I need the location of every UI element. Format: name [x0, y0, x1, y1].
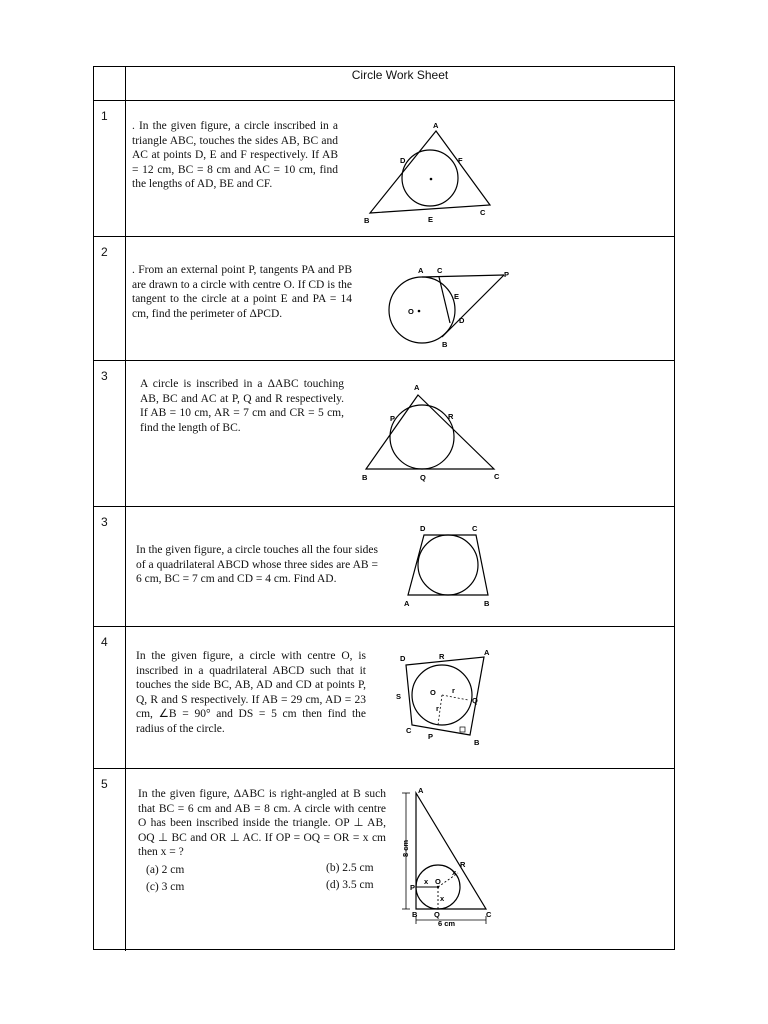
question-row: [94, 627, 674, 769]
question-number: 2: [101, 245, 108, 259]
number-cell: [94, 627, 126, 768]
label-p: P: [410, 883, 416, 892]
right-triangle-incircle-figure: [396, 785, 511, 929]
label-p: P: [504, 270, 510, 279]
label-r: R: [460, 860, 466, 869]
label-c: C: [472, 524, 478, 533]
worksheet-table: [93, 66, 675, 950]
label-f: F: [458, 156, 463, 165]
label-r1: r: [452, 686, 455, 695]
question-text: In the given figure, a circle touches all the four sides of a quadrilateral ABCD whose three sides are AB = 6 cm, BC = 7 cm and CD = 4 cm. Find AD.: [136, 544, 378, 586]
incircle-triangle-figure: [362, 379, 512, 485]
question-text: . In the given figure, a circle inscribed in a triangle ABC, touches the sides AB, BC and AC at points D, E and F respectively. If AB = 12 cm, BC = 8 cm and AC = 10 cm, find the lengths of AD, BE and CF.: [132, 120, 338, 191]
number-cell: [94, 507, 126, 626]
question-row: [94, 769, 674, 951]
option-c: (c) 3 cm: [146, 881, 185, 893]
question-row: [94, 237, 674, 361]
label-a: A: [414, 383, 420, 392]
option-d: (d) 3.5 cm: [326, 879, 374, 891]
incircle-quadrilateral-figure: [400, 523, 500, 623]
tangents-figure: [386, 261, 516, 351]
label-x2: x: [440, 894, 445, 903]
label-x1: x: [424, 877, 429, 886]
label-c: C: [406, 726, 412, 735]
number-cell: [94, 361, 126, 506]
label-a: A: [433, 121, 439, 130]
label-o: O: [430, 688, 436, 697]
label-r: R: [448, 412, 454, 421]
question-row: [94, 101, 674, 237]
label-c: C: [486, 910, 492, 919]
label-c: C: [494, 472, 500, 481]
incircle-quadrilateral-figure: [396, 645, 506, 759]
question-cell: [126, 507, 674, 626]
label-c: C: [437, 266, 443, 275]
question-row: [94, 507, 674, 627]
label-q: Q: [434, 910, 440, 919]
label-o: O: [408, 307, 414, 316]
label-a: A: [418, 786, 424, 795]
question-text: . From an external point P, tangents PA and PB are drawn to a circle with centre O. If CD is the tangent to the circle at a point E and PA = 14 cm, find the perimeter of ΔPCD.: [132, 264, 352, 320]
label-p: P: [390, 414, 396, 423]
label-b: B: [362, 473, 368, 482]
question-text: A circle is inscribed in a ΔABC touching AB, BC and AC at P, Q and R respectively. If AB = 10 cm, AR = 7 cm and CR = 5 cm, find the length of BC.: [140, 378, 344, 434]
label-d: D: [420, 524, 426, 533]
label-o: O: [435, 877, 441, 886]
label-b: B: [484, 599, 490, 608]
page-title: Circle Work Sheet: [351, 68, 449, 82]
label-b: B: [442, 340, 448, 349]
label-ab-length: 8 cm: [401, 839, 410, 857]
number-cell: [94, 237, 126, 360]
option-a: (a) 2 cm: [146, 864, 185, 876]
question-text: In the given figure, ΔABC is right-angled at B such that BC = 6 cm and AB = 8 cm. A circle with centre O has been inscribed inside the triangle. OP ⊥ AB, OQ ⊥ BC and OR ⊥ AC. If OP = OQ = OR = x cm then x = ?: [138, 788, 386, 859]
question-cell: [126, 769, 674, 951]
label-x3: x: [452, 868, 457, 877]
question-number: 3: [101, 515, 108, 529]
label-d: D: [400, 654, 406, 663]
label-e: E: [454, 292, 460, 301]
question-number: 3: [101, 369, 108, 383]
label-e: E: [428, 215, 434, 224]
label-d: D: [400, 156, 406, 165]
question-number: 5: [101, 777, 108, 791]
label-bc-length: 6 cm: [438, 919, 456, 928]
label-s: S: [396, 692, 402, 701]
question-cell: [126, 237, 674, 360]
label-c: C: [480, 208, 486, 217]
label-a: A: [418, 266, 424, 275]
label-b: B: [412, 910, 418, 919]
question-cell: [126, 627, 674, 768]
header-cell: [126, 67, 674, 100]
option-b: (b) 2.5 cm: [326, 862, 374, 874]
label-q: Q: [472, 696, 478, 705]
number-cell: [94, 769, 126, 951]
label-p: P: [428, 732, 434, 741]
incircle-triangle-figure: [364, 119, 504, 229]
question-row: [94, 361, 674, 507]
question-cell: [126, 361, 674, 506]
label-b: B: [364, 216, 370, 225]
label-r: R: [439, 652, 445, 661]
question-cell: [126, 101, 674, 236]
question-text: In the given figure, a circle with centre O, is inscribed in a quadrilateral ABCD such that it touches the side BC, AB, AD and CD at points P, Q, R and S respectively. If AB = 29 cm, AD = 23 cm, ∠B = 90° and DS = 5 cm then find the radius of the circle.: [136, 650, 366, 735]
label-a: A: [484, 648, 490, 657]
header-row: [94, 67, 674, 101]
label-q: Q: [420, 473, 426, 482]
label-b: B: [474, 738, 480, 747]
number-cell: [94, 101, 126, 236]
question-number: 1: [101, 109, 108, 123]
label-r2: r: [436, 704, 439, 713]
label-d: D: [459, 316, 465, 325]
label-a: A: [404, 599, 410, 608]
number-cell: [94, 67, 126, 100]
question-number: 4: [101, 635, 108, 649]
